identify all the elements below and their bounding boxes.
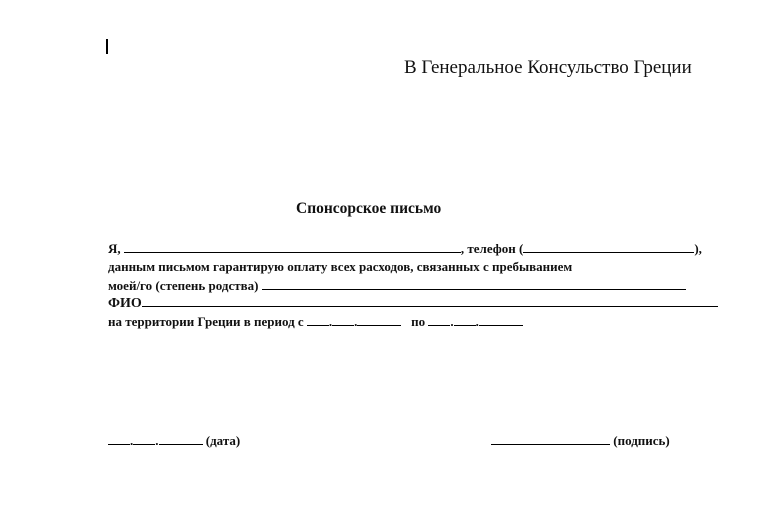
period-end-year-blank[interactable] — [479, 313, 523, 326]
period-label: на территории Греции в период с — [108, 314, 304, 329]
fio-blank[interactable] — [142, 294, 718, 307]
signature-blank[interactable] — [491, 432, 610, 445]
relation-label: моей/го (степень родства) — [108, 278, 259, 293]
relation-line — [108, 277, 686, 294]
sign-date-month-blank[interactable] — [133, 432, 155, 445]
document-title: Спонсорское письмо — [296, 200, 442, 217]
signature-field — [491, 432, 670, 449]
sponsor-name-line — [108, 240, 702, 257]
signature-label: (подпись) — [613, 433, 670, 448]
phone-label: , телефон ( — [460, 241, 524, 256]
date-separator: . — [328, 314, 333, 329]
date-separator: . — [475, 314, 479, 329]
date-field — [108, 432, 240, 449]
relation-blank[interactable] — [262, 277, 686, 290]
fio-label: ФИО — [108, 296, 142, 311]
date-separator: . — [155, 433, 159, 448]
text-cursor — [106, 39, 108, 54]
phone-close: ), — [694, 241, 702, 256]
date-label: (дата) — [205, 433, 241, 448]
sign-date-year-blank[interactable] — [159, 432, 203, 445]
sign-date-day-blank[interactable] — [108, 432, 130, 445]
period-end-day-blank[interactable] — [428, 313, 450, 326]
date-separator: . — [354, 314, 358, 329]
period-end-month-blank[interactable] — [454, 313, 476, 326]
period-to-label: по — [411, 314, 426, 329]
phone-blank[interactable] — [523, 240, 694, 253]
sponsor-name-blank[interactable] — [124, 240, 461, 253]
period-start-year-blank[interactable] — [357, 313, 401, 326]
addressee-line: В Генеральное Консульство Греции — [404, 57, 692, 78]
date-separator: . — [450, 314, 454, 329]
date-separator: . — [130, 433, 134, 448]
guarantee-line: данным письмом гарантирую оплату всех расходов, связанных с пребыванием — [108, 259, 573, 274]
period-start-month-blank[interactable] — [332, 313, 354, 326]
sponsor-prefix: Я, — [108, 241, 121, 256]
period-line — [108, 313, 523, 330]
period-start-day-blank[interactable] — [307, 313, 329, 326]
fio-line — [108, 294, 718, 312]
